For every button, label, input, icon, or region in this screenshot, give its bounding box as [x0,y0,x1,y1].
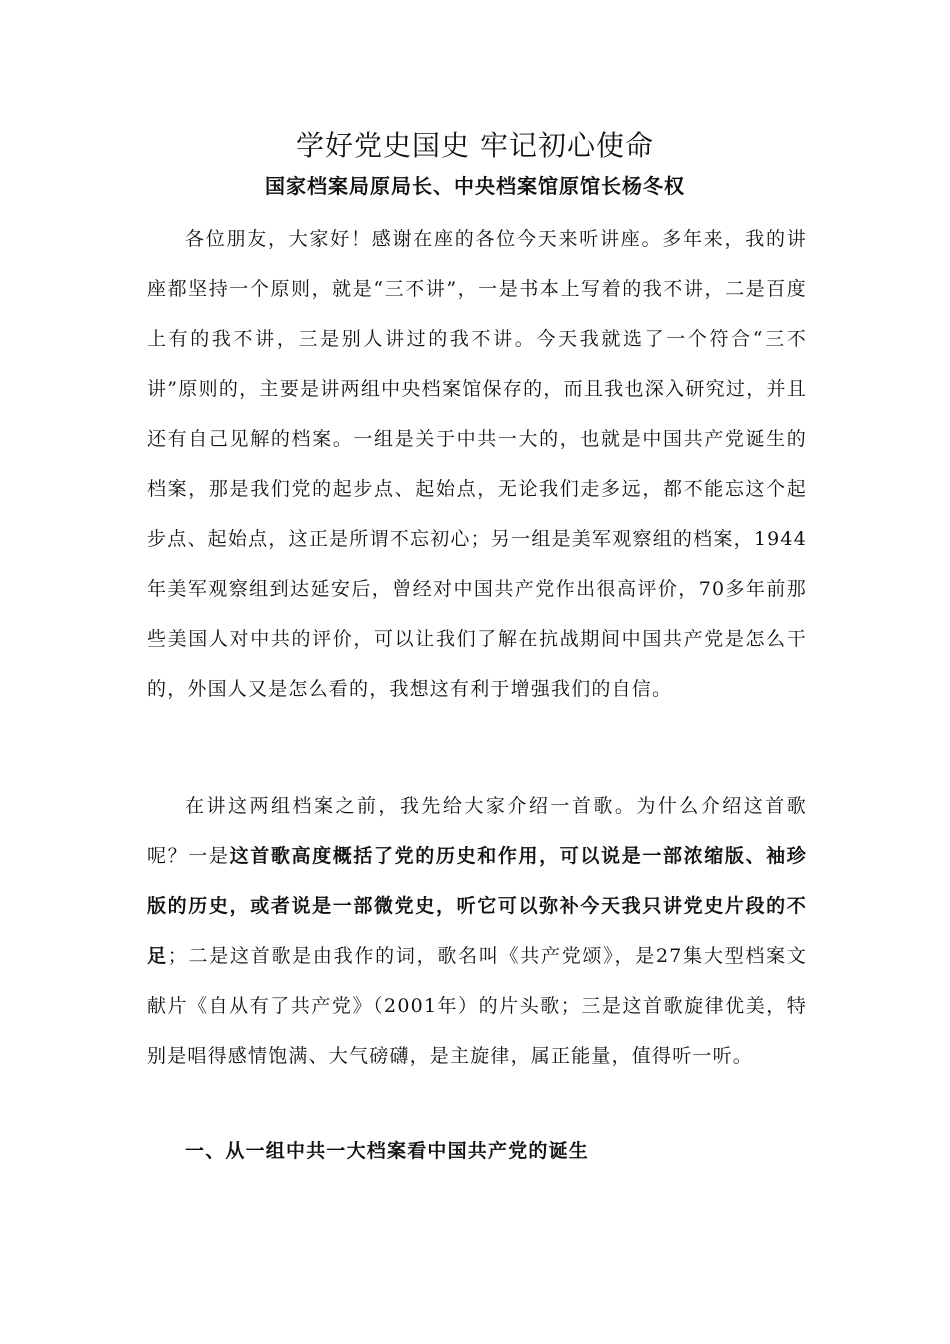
section-heading: 一、从一组中共一大档案看中国共产党的诞生 [185,1140,590,1162]
document-subtitle: 国家档案局原局长、中央档案馆原馆长杨冬权 [265,174,685,198]
document-title: 学好党史国史 牢记初心使命 [296,129,654,162]
paragraph-song-part2: ；二是这首歌是由我作的词，歌名叫《共产党颂》，是27集大型档案文献片《自从有了共产党》（2001年）的片头歌；三是这首歌旋律优美，特别是唱得感情饱满、大气磅礴，是主旋律，属正能量，值得听一听。 [147,945,807,1067]
paragraph-song-part1: 在讲这两组档案之前，我先给大家介绍一首歌。为什么介绍这首歌呢？一是 [147,795,807,867]
paragraph-song [147,781,807,1081]
paragraph-song-bold: 这首歌高度概括了党的历史和作用，可以说是一部浓缩版、袖珍版的历史，或者说是一部微党史，听它可以弥补今天我只讲党史片段的不足 [147,845,807,967]
paragraph-intro: 各位朋友，大家好！感谢在座的各位今天来听讲座。多年来，我的讲座都坚持一个原则，就是“三不讲”，一是书本上写着的我不讲，二是百度上有的我不讲，三是别人讲过的我不讲。今天我就选了一个符合“三不讲”原则的，主要是讲两组中央档案馆保存的，而且我也深入研究过，并且还有自己见解的档案。一组是关于中共一大的，也就是中国共产党诞生的档案，那是我们党的起步点、起始点，无论我们走多远，都不能忘这个起步点、起始点，这正是所谓不忘初心；另一组是美军观察组的档案，1944年美军观察组到达延安后，曾经对中国共产党作出很高评价，70多年前那些美国人对中共的评价，可以让我们了解在抗战期间中国共产党是怎么干的，外国人又是怎么看的，我想这有利于增强我们的自信。 [147,228,807,700]
